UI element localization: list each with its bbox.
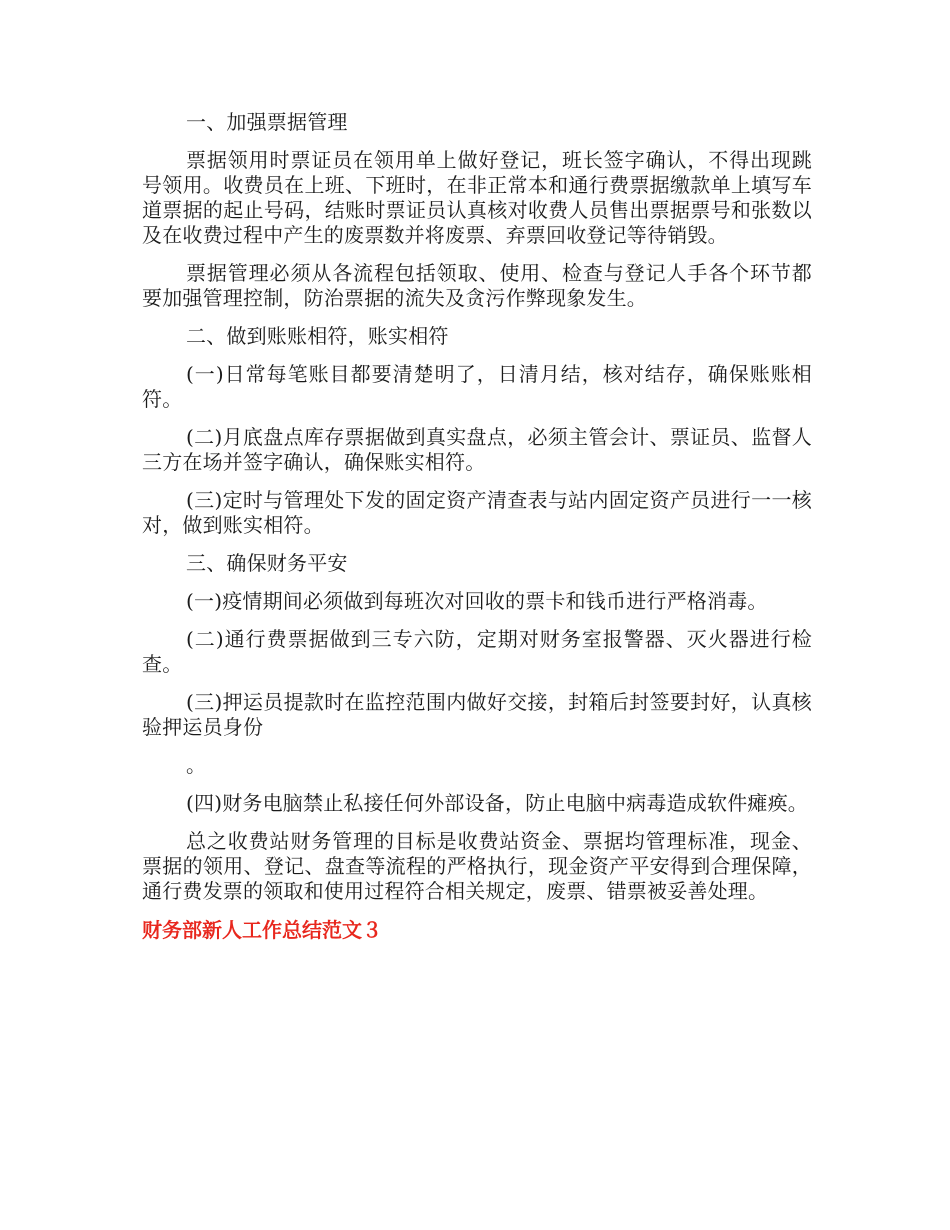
list-item-2-1: (一)日常每笔账目都要清楚明了，日清月结，核对结存，确保账账相符。 [142, 362, 812, 411]
paragraph-ticket-issuance: 票据领用时票证员在领用单上做好登记，班长签字确认，不得出现跳号领用。收费员在上班、下班时，在非正常本和通行费票据缴款单上填写车道票据的起止号码，结账时票证员认真核对收费人员售出票据票号和张数以及在收费过程中产生的废票数并将废票、弃票回收登记等待销毁。 [142, 148, 812, 247]
paragraph-summary: 总之收费站财务管理的目标是收费站资金、票据均管理标准，现金、票据的领用、登记、盘查等流程的严格执行，现金资产平安得到合理保障，通行费发票的领取和使用过程符合相关规定，废票、错票被妥善处理。 [142, 829, 812, 903]
document-page [142, 110, 812, 943]
paragraph-ticket-management: 票据管理必须从各流程包括领取、使用、检查与登记人手各个环节都要加强管理控制，防治票据的流失及贪污作弊现象发生。 [142, 261, 812, 310]
list-item-3-2: (二)通行费票据做到三专六防，定期对财务室报警器、灭火器进行检查。 [142, 627, 812, 676]
list-item-2-2: (二)月底盘点库存票据做到真实盘点，必须主管会计、票证员、监督人三方在场并签字确认，确保账实相符。 [142, 425, 812, 474]
list-item-3-1: (一)疫情期间必须做到每班次对回收的票卡和钱币进行严格消毒。 [186, 589, 768, 613]
list-item-2-3: (三)定时与管理处下发的固定资产清查表与站内固定资产员进行一一核对，做到账实相符。 [142, 488, 812, 537]
red-section-title: 财务部新人工作总结范文３ [142, 918, 382, 942]
stray-period: 。 [186, 753, 207, 777]
section-heading-3: 三、确保财务平安 [186, 551, 348, 575]
list-item-3-4: (四)财务电脑禁止私接任何外部设备，防止电脑中病毒造成软件瘫痪。 [186, 791, 809, 815]
list-item-3-3: (三)押运员提款时在监控范围内做好交接，封箱后封签要封好，认真核验押运员身份 [142, 690, 812, 739]
section-heading-1: 一、加强票据管理 [186, 110, 348, 134]
section-heading-2: 二、做到账账相符，账实相符 [186, 324, 449, 348]
